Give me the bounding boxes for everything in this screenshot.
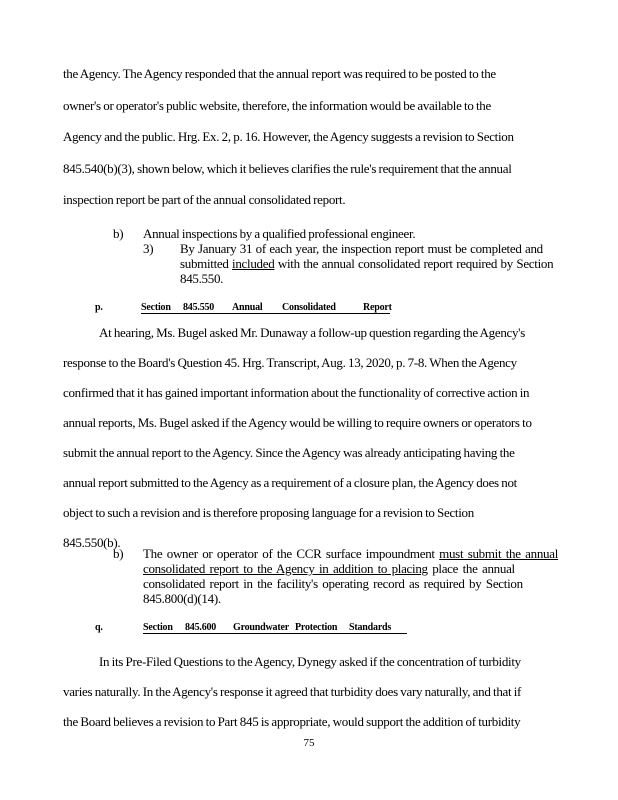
text-line: varies naturally. In the Agency's response it agreed that turbidity does vary naturally, and that if	[63, 684, 522, 699]
text-line: 845.540(b)(3), shown below, which it believes clarifies the rule's requirement that the annual	[63, 160, 512, 176]
text-line: 845.550.	[180, 271, 224, 286]
section-heading-845-600	[95, 622, 425, 635]
list-item-b-owner-operator	[113, 546, 567, 606]
text-line: annual report submitted to the Agency as a requirement of a closure plan, the Agency does not	[63, 475, 517, 490]
page-number: 75	[303, 737, 315, 749]
list-subitem-3-inspection-report	[143, 241, 580, 286]
heading-word: Consolidated	[282, 302, 336, 313]
text-line: By January 31 of each year, the inspection report must be completed and	[180, 241, 543, 256]
heading-word: 845.550	[183, 302, 215, 313]
item-text	[143, 546, 567, 606]
paragraph-prefiled-questions	[63, 647, 565, 737]
text-line: the Board believes a revision to Part 845 is appropriate, would support the addition of turbidity	[63, 714, 521, 729]
list-marker: b)	[113, 546, 124, 561]
text-line: In its Pre-Filed Questions to the Agency, Dynegy asked if the concentration of turbidity	[99, 654, 521, 669]
heading-word: Standards	[349, 622, 392, 633]
text-line: owner's or operator's public website, therefore, the information would be available to the	[63, 97, 491, 113]
text-line: 845.800(d)(14).	[143, 591, 221, 606]
section-heading-845-550	[95, 302, 425, 315]
text-line: submit the annual report to the Agency. Since the Agency was already anticipating having the	[63, 445, 515, 460]
heading-word: Section	[143, 622, 173, 633]
heading-underline	[141, 313, 390, 314]
heading-word: Groundwater	[233, 622, 289, 633]
text-line: consolidated report in the facility's operating record as required by Section	[143, 576, 523, 591]
heading-marker: q.	[95, 622, 103, 633]
text-line: consolidated report to the Agency in addition to placing place the annual	[143, 561, 515, 576]
text-line: the Agency. The Agency responded that the annual report was required to be posted to the	[63, 66, 496, 81]
heading-word: Section	[141, 302, 171, 313]
list-marker: b)	[113, 226, 124, 241]
text-line: submitted included with the annual consolidated report required by Section	[180, 256, 554, 271]
heading-word: Protection	[295, 622, 338, 633]
heading-underline	[143, 633, 407, 634]
text-line: response to the Board's Question 45. Hrg. Transcript, Aug. 13, 2020, p. 7-8. When the Agency	[63, 355, 517, 370]
text-line: inspection report be part of the annual consolidated report.	[63, 192, 346, 207]
list-marker: 3)	[143, 241, 154, 256]
text-line: Annual inspections by a qualified professional engineer.	[143, 226, 416, 241]
text-line: annual reports, Ms. Bugel asked if the Agency would be willing to require owners or operators to	[63, 415, 532, 430]
paragraph-at-hearing	[63, 318, 565, 558]
text-line: The owner or operator of the CCR surface impoundment must submit the annual	[143, 546, 559, 561]
heading-marker: p.	[95, 302, 103, 313]
heading-word: Annual	[232, 302, 263, 313]
heading-word: 845.600	[185, 622, 217, 633]
text-line: At hearing, Ms. Bugel asked Mr. Dunaway a follow-up question regarding the Agency's	[99, 325, 525, 340]
list-item-b-annual-inspections	[113, 226, 563, 241]
text-line: object to such a revision and is therefore proposing language for a revision to Section	[63, 505, 474, 520]
paragraph-continuation	[63, 58, 565, 216]
text-line: confirmed that it has gained important information about the functionality of corrective action in	[63, 385, 530, 400]
text-line: 845.550(b).	[63, 535, 121, 550]
subitem-text	[180, 241, 580, 286]
heading-word: Report	[363, 302, 392, 313]
text-line: Agency and the public. Hrg. Ex. 2, p. 16. However, the Agency suggests a revision to Section	[63, 129, 514, 144]
